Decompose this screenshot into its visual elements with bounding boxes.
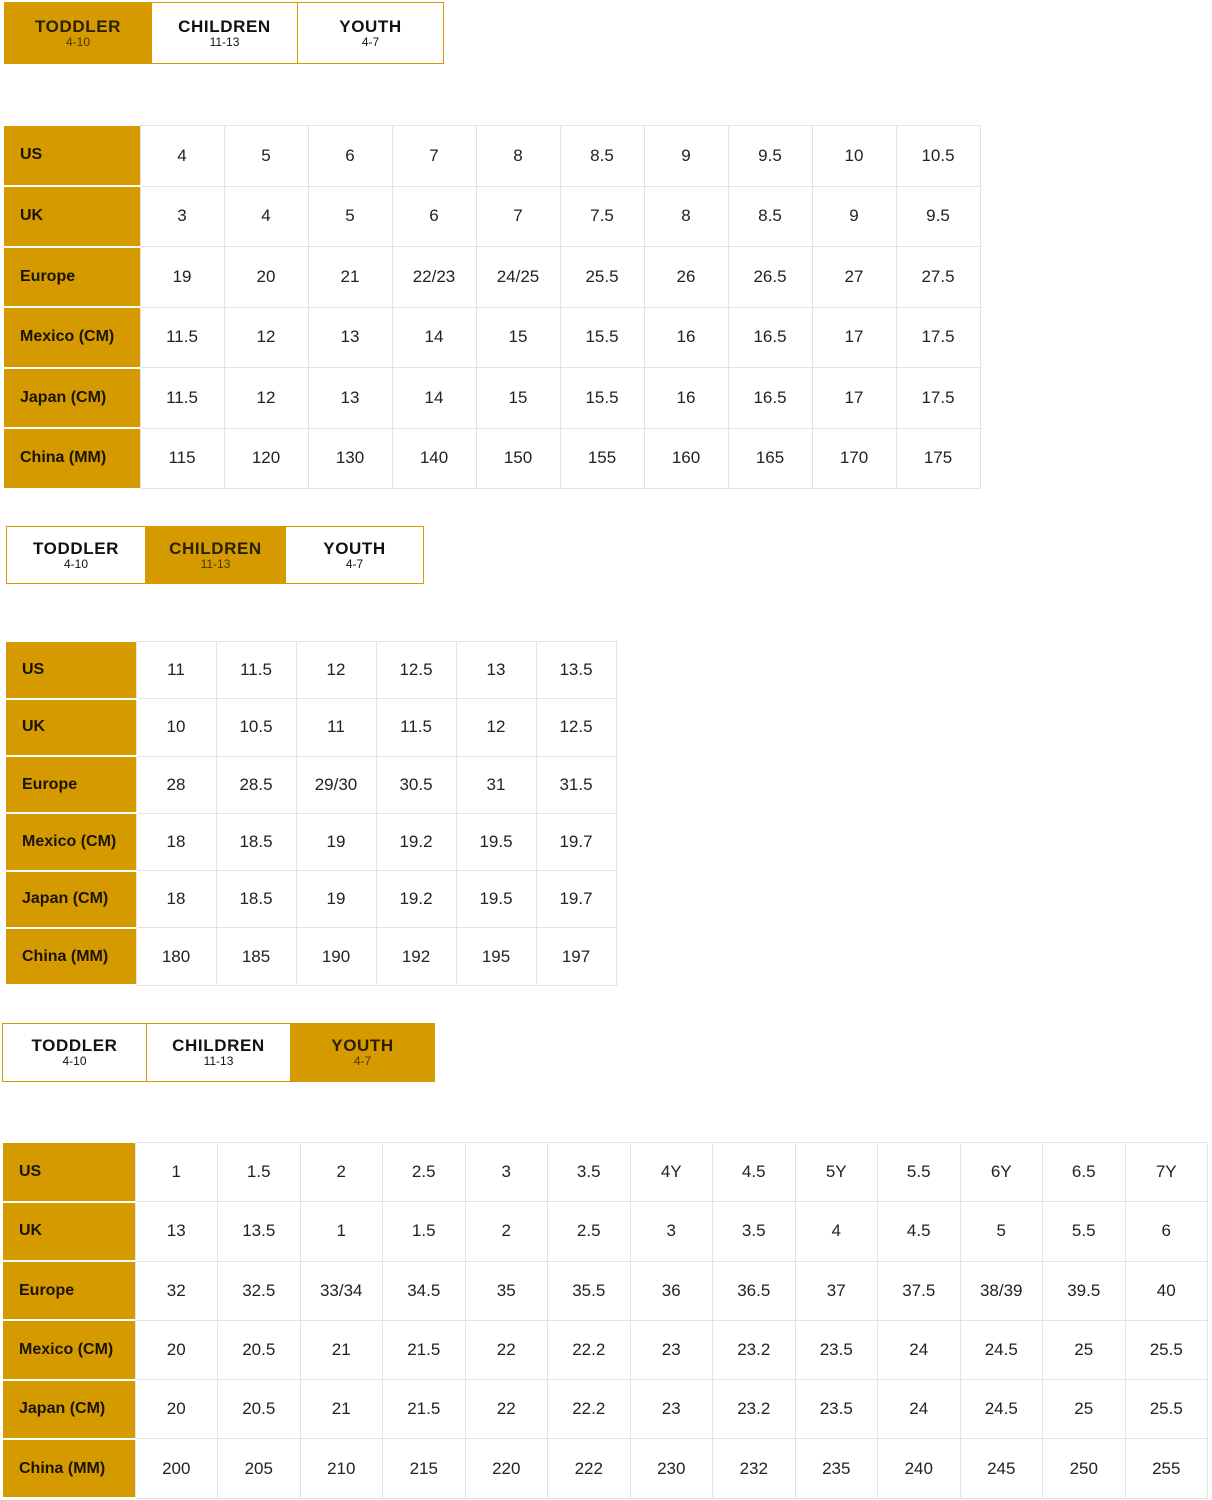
row-label: Japan (CM): [4, 368, 140, 429]
size-cell: 33/34: [300, 1261, 383, 1320]
size-cell: 4: [224, 186, 308, 247]
size-cell: 24.5: [960, 1380, 1043, 1439]
size-cell: 200: [135, 1439, 218, 1498]
row-label: Europe: [6, 756, 136, 813]
size-cell: 12: [224, 307, 308, 368]
size-cell: 130: [308, 428, 392, 489]
table-row: [4, 428, 980, 489]
size-cell: 36.5: [713, 1261, 796, 1320]
size-cell: 6: [1125, 1202, 1208, 1261]
row-label: China (MM): [6, 928, 136, 985]
size-cell: 19: [296, 871, 376, 928]
size-cell: 9: [644, 126, 728, 187]
size-cell: 160: [644, 428, 728, 489]
size-cell: 22: [465, 1320, 548, 1379]
size-cell: 35.5: [548, 1261, 631, 1320]
size-cell: 230: [630, 1439, 713, 1498]
size-cell: 19: [140, 247, 224, 308]
size-cell: 13.5: [218, 1202, 301, 1261]
size-cell: 4.5: [878, 1202, 961, 1261]
size-cell: 18: [136, 871, 216, 928]
size-cell: 23.2: [713, 1320, 796, 1379]
size-cell: 8: [476, 126, 560, 187]
size-cell: 19.5: [456, 871, 536, 928]
size-cell: 28: [136, 756, 216, 813]
size-cell: 7: [392, 126, 476, 187]
size-cell: 205: [218, 1439, 301, 1498]
size-cell: 12: [456, 699, 536, 756]
size-cell: 26.5: [728, 247, 812, 308]
size-cell: 12: [296, 642, 376, 699]
size-cell: 120: [224, 428, 308, 489]
row-label: Mexico (CM): [6, 813, 136, 870]
size-cell: 21: [308, 247, 392, 308]
size-cell: 23.5: [795, 1380, 878, 1439]
size-cell: 1: [135, 1143, 218, 1202]
size-cell: 27: [812, 247, 896, 308]
size-cell: 6Y: [960, 1143, 1043, 1202]
row-label: Europe: [4, 247, 140, 308]
size-cell: 18: [136, 813, 216, 870]
size-cell: 27.5: [896, 247, 980, 308]
tab-toddler[interactable]: [5, 3, 152, 63]
tab-range: 11-13: [200, 556, 231, 571]
row-label: UK: [3, 1202, 135, 1261]
table-row: [6, 871, 616, 928]
row-label: Mexico (CM): [3, 1320, 135, 1379]
size-cell: 10.5: [896, 126, 980, 187]
row-label: US: [6, 642, 136, 699]
size-cell: 34.5: [383, 1261, 466, 1320]
size-cell: 21.5: [383, 1380, 466, 1439]
size-cell: 170: [812, 428, 896, 489]
size-cell: 20: [135, 1380, 218, 1439]
size-cell: 19.2: [376, 871, 456, 928]
table-row: [4, 368, 980, 429]
size-cell: 4: [140, 126, 224, 187]
size-cell: 180: [136, 928, 216, 985]
size-cell: 232: [713, 1439, 796, 1498]
size-cell: 155: [560, 428, 644, 489]
size-cell: 37: [795, 1261, 878, 1320]
tab-label: TODDLER: [31, 1036, 118, 1055]
size-cell: 115: [140, 428, 224, 489]
size-cell: 3: [140, 186, 224, 247]
size-cell: 6.5: [1043, 1143, 1126, 1202]
row-label: China (MM): [4, 428, 140, 489]
size-cell: 38/39: [960, 1261, 1043, 1320]
size-cell: 255: [1125, 1439, 1208, 1498]
size-cell: 5: [224, 126, 308, 187]
children-size-table: [6, 641, 617, 986]
size-cell: 40: [1125, 1261, 1208, 1320]
tab-children[interactable]: [147, 1024, 291, 1081]
tab-range: 4-7: [361, 34, 380, 49]
size-cell: 175: [896, 428, 980, 489]
tab-label: TODDLER: [34, 16, 122, 36]
youth-size-table: [3, 1142, 1208, 1499]
size-cell: 20.5: [218, 1380, 301, 1439]
table-row: [6, 813, 616, 870]
row-label: Europe: [3, 1261, 135, 1320]
size-cell: 3: [630, 1202, 713, 1261]
size-cell: 14: [392, 368, 476, 429]
size-cell: 8.5: [560, 126, 644, 187]
size-cell: 20: [135, 1320, 218, 1379]
size-cell: 13: [308, 307, 392, 368]
tab-children[interactable]: [152, 3, 298, 63]
size-cell: 15: [476, 368, 560, 429]
size-cell: 1.5: [218, 1143, 301, 1202]
size-cell: 17: [812, 307, 896, 368]
size-cell: 16.5: [728, 307, 812, 368]
size-cell: 2: [465, 1202, 548, 1261]
size-cell: 28.5: [216, 756, 296, 813]
table-row: [3, 1261, 1208, 1320]
size-cell: 3: [465, 1143, 548, 1202]
size-cell: 24: [878, 1380, 961, 1439]
tab-toddler[interactable]: [7, 527, 146, 583]
size-cell: 12.5: [536, 699, 616, 756]
table-row: [4, 186, 980, 247]
size-cell: 4.5: [713, 1143, 796, 1202]
size-cell: 16: [644, 368, 728, 429]
size-cell: 11.5: [376, 699, 456, 756]
size-cell: 190: [296, 928, 376, 985]
size-cell: 140: [392, 428, 476, 489]
size-cell: 185: [216, 928, 296, 985]
size-cell: 11: [296, 699, 376, 756]
size-cell: 13.5: [536, 642, 616, 699]
size-cell: 6: [392, 186, 476, 247]
size-cell: 4: [795, 1202, 878, 1261]
tab-range: 11-13: [209, 34, 240, 49]
row-label: US: [3, 1143, 135, 1202]
size-cell: 23: [630, 1380, 713, 1439]
size-cell: 15: [476, 307, 560, 368]
tab-range: 4-10: [63, 556, 89, 571]
size-cell: 5: [308, 186, 392, 247]
size-cell: 13: [456, 642, 536, 699]
tab-range: 4-7: [345, 556, 364, 571]
row-label: UK: [6, 699, 136, 756]
size-cell: 2.5: [548, 1202, 631, 1261]
size-cell: 7: [476, 186, 560, 247]
size-cell: 5.5: [1043, 1202, 1126, 1261]
tab-label: TODDLER: [32, 538, 120, 558]
size-cell: 15.5: [560, 368, 644, 429]
tab-label: CHILDREN: [169, 538, 262, 558]
size-cell: 22.2: [548, 1320, 631, 1379]
size-cell: 32: [135, 1261, 218, 1320]
size-cell: 21: [300, 1320, 383, 1379]
size-cell: 23: [630, 1320, 713, 1379]
size-cell: 220: [465, 1439, 548, 1498]
size-cell: 23.5: [795, 1320, 878, 1379]
size-cell: 19.7: [536, 813, 616, 870]
size-cell: 192: [376, 928, 456, 985]
table-row: [3, 1202, 1208, 1261]
table-row: [6, 642, 616, 699]
size-cell: 39.5: [1043, 1261, 1126, 1320]
table-row: [3, 1439, 1208, 1498]
size-cell: 17.5: [896, 307, 980, 368]
table-row: [4, 307, 980, 368]
tab-toddler[interactable]: [3, 1024, 147, 1081]
size-cell: 5: [960, 1202, 1043, 1261]
size-cell: 25.5: [560, 247, 644, 308]
size-cell: 3.5: [548, 1143, 631, 1202]
size-cell: 24: [878, 1320, 961, 1379]
size-cell: 24.5: [960, 1320, 1043, 1379]
tab-range: 4-10: [62, 1054, 87, 1068]
size-tabs-children-view: [6, 526, 424, 584]
size-cell: 25: [1043, 1380, 1126, 1439]
size-cell: 10: [812, 126, 896, 187]
table-row: [3, 1143, 1208, 1202]
size-cell: 15.5: [560, 307, 644, 368]
size-cell: 18.5: [216, 813, 296, 870]
size-cell: 14: [392, 307, 476, 368]
size-cell: 21.5: [383, 1320, 466, 1379]
size-cell: 25.5: [1125, 1320, 1208, 1379]
size-cell: 240: [878, 1439, 961, 1498]
size-cell: 2: [300, 1143, 383, 1202]
size-cell: 31.5: [536, 756, 616, 813]
size-cell: 19.2: [376, 813, 456, 870]
size-cell: 37.5: [878, 1261, 961, 1320]
size-cell: 1: [300, 1202, 383, 1261]
size-cell: 13: [135, 1202, 218, 1261]
row-label: UK: [4, 186, 140, 247]
size-cell: 20: [224, 247, 308, 308]
size-cell: 11: [136, 642, 216, 699]
size-cell: 25: [1043, 1320, 1126, 1379]
size-cell: 9.5: [896, 186, 980, 247]
size-cell: 5Y: [795, 1143, 878, 1202]
size-cell: 11.5: [216, 642, 296, 699]
row-label: Japan (CM): [6, 871, 136, 928]
size-cell: 17.5: [896, 368, 980, 429]
size-cell: 195: [456, 928, 536, 985]
size-cell: 16.5: [728, 368, 812, 429]
size-tabs-youth-view: [2, 1023, 435, 1082]
size-cell: 19.7: [536, 871, 616, 928]
size-cell: 36: [630, 1261, 713, 1320]
size-cell: 31: [456, 756, 536, 813]
size-cell: 18.5: [216, 871, 296, 928]
row-label: China (MM): [3, 1439, 135, 1498]
size-cell: 165: [728, 428, 812, 489]
size-cell: 215: [383, 1439, 466, 1498]
size-cell: 250: [1043, 1439, 1126, 1498]
size-cell: 6: [308, 126, 392, 187]
size-cell: 10.5: [216, 699, 296, 756]
size-cell: 20.5: [218, 1320, 301, 1379]
size-cell: 222: [548, 1439, 631, 1498]
size-cell: 245: [960, 1439, 1043, 1498]
table-row: [6, 756, 616, 813]
size-cell: 8.5: [728, 186, 812, 247]
tab-label: YOUTH: [323, 538, 386, 558]
tab-label: CHILDREN: [172, 1036, 265, 1055]
row-label: US: [4, 126, 140, 187]
size-cell: 35: [465, 1261, 548, 1320]
size-cell: 7.5: [560, 186, 644, 247]
toddler-size-table: [4, 125, 981, 490]
table-row: [3, 1380, 1208, 1439]
size-cell: 9.5: [728, 126, 812, 187]
tab-range: 4-10: [65, 34, 91, 49]
tab-label: YOUTH: [331, 1036, 394, 1055]
size-cell: 11.5: [140, 307, 224, 368]
size-cell: 22/23: [392, 247, 476, 308]
table-row: [4, 126, 980, 187]
size-cell: 235: [795, 1439, 878, 1498]
size-cell: 25.5: [1125, 1380, 1208, 1439]
size-cell: 16: [644, 307, 728, 368]
size-cell: 210: [300, 1439, 383, 1498]
size-cell: 4Y: [630, 1143, 713, 1202]
size-cell: 11.5: [140, 368, 224, 429]
tab-youth[interactable]: [286, 527, 423, 583]
tab-youth[interactable]: [291, 1024, 434, 1081]
size-cell: 22.2: [548, 1380, 631, 1439]
size-cell: 17: [812, 368, 896, 429]
tab-range: 4-7: [353, 1054, 372, 1068]
size-cell: 23.2: [713, 1380, 796, 1439]
size-cell: 19: [296, 813, 376, 870]
size-cell: 2.5: [383, 1143, 466, 1202]
size-cell: 7Y: [1125, 1143, 1208, 1202]
size-cell: 22: [465, 1380, 548, 1439]
size-cell: 197: [536, 928, 616, 985]
size-cell: 12: [224, 368, 308, 429]
row-label: Mexico (CM): [4, 307, 140, 368]
size-cell: 12.5: [376, 642, 456, 699]
size-cell: 150: [476, 428, 560, 489]
size-cell: 32.5: [218, 1261, 301, 1320]
tab-label: YOUTH: [339, 16, 402, 36]
tab-label: CHILDREN: [178, 16, 271, 36]
size-cell: 13: [308, 368, 392, 429]
tab-children[interactable]: [146, 527, 286, 583]
size-cell: 9: [812, 186, 896, 247]
size-cell: 24/25: [476, 247, 560, 308]
size-cell: 10: [136, 699, 216, 756]
size-cell: 21: [300, 1380, 383, 1439]
size-cell: 3.5: [713, 1202, 796, 1261]
size-tabs-toddler-view: [4, 2, 444, 64]
table-row: [4, 247, 980, 308]
row-label: Japan (CM): [3, 1380, 135, 1439]
size-cell: 8: [644, 186, 728, 247]
size-cell: 26: [644, 247, 728, 308]
size-cell: 30.5: [376, 756, 456, 813]
tab-youth[interactable]: [298, 3, 443, 63]
table-row: [3, 1320, 1208, 1379]
size-cell: 29/30: [296, 756, 376, 813]
size-cell: 1.5: [383, 1202, 466, 1261]
table-row: [6, 699, 616, 756]
table-row: [6, 928, 616, 985]
size-cell: 5.5: [878, 1143, 961, 1202]
tab-range: 11-13: [203, 1054, 234, 1068]
size-cell: 19.5: [456, 813, 536, 870]
